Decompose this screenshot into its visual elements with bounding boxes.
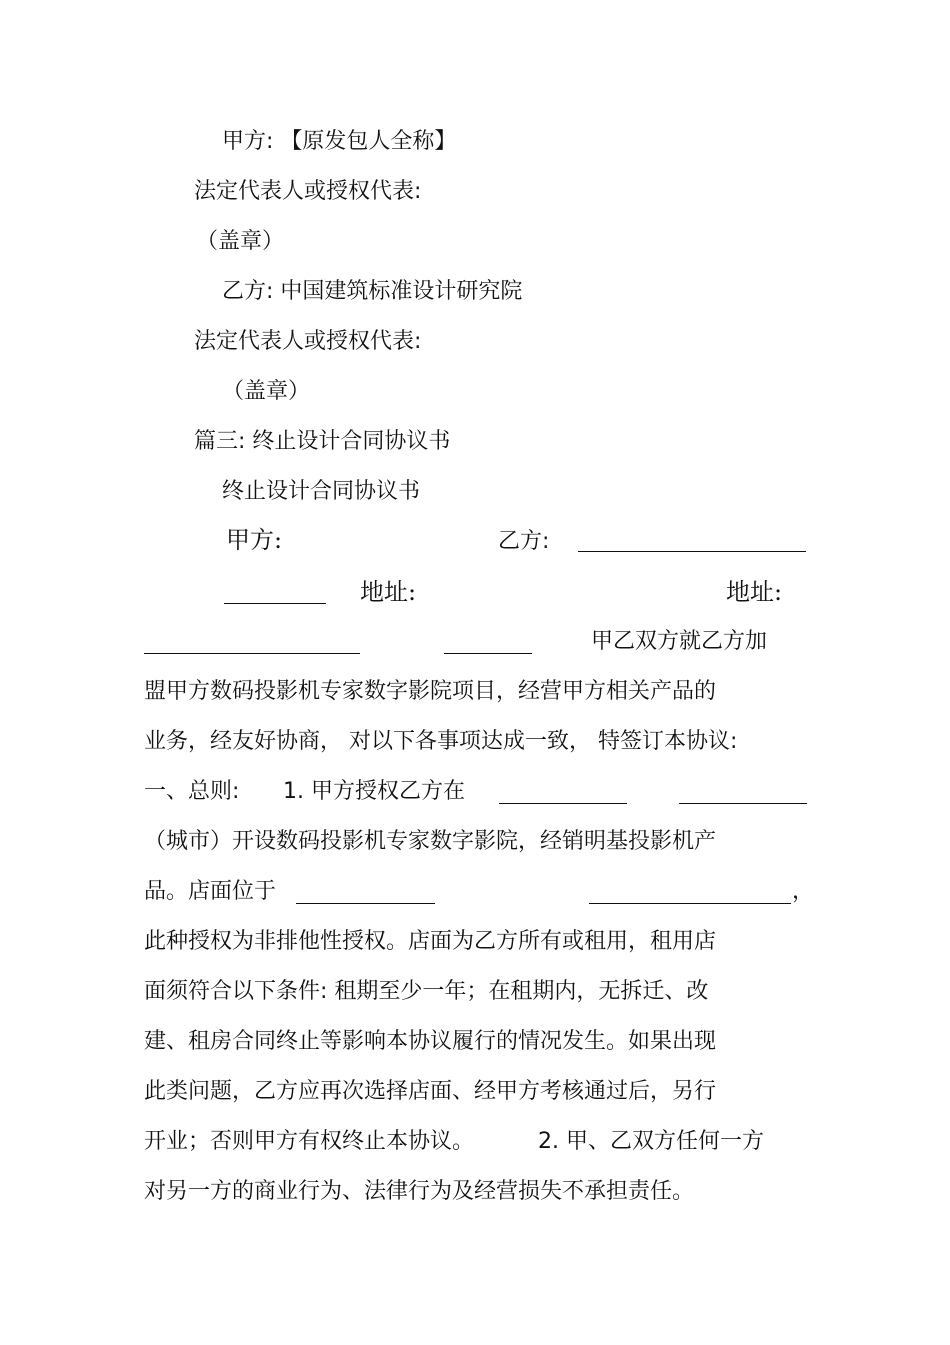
party-a-name-blank	[224, 601, 326, 604]
clause-2-start: 2. 甲、乙双方任何一方	[538, 1129, 764, 1154]
party-a-address-label: 地址:	[360, 578, 417, 606]
paragraph-line-5: （城市）开设数码投影机专家数字影院，经销明基投影机产	[144, 829, 717, 854]
agreement-title: 终止设计合同协议书	[222, 479, 421, 504]
party-a-label: 甲方:	[226, 526, 283, 554]
store-location-label: 品。店面位于	[144, 879, 277, 904]
paragraph-line-12: 对另一方的商业行为、法律行为及经营损失不承担责任。	[144, 1179, 695, 1204]
party-b-representative-line: 法定代表人或授权代表:	[194, 329, 422, 354]
party-b-address-blank	[444, 651, 532, 654]
party-b-seal-line: （盖章）	[222, 379, 311, 404]
store-location-blank-2	[589, 901, 791, 904]
party-a-name-line: 甲方: 【原发包人全称】	[222, 129, 457, 154]
party-b-address-label: 地址:	[726, 578, 783, 606]
party-b-label: 乙方:	[498, 529, 550, 554]
party-b-name-line: 乙方: 中国建筑标准设计研究院	[222, 279, 523, 304]
paragraph-line-2: 盟甲方数码投影机专家数字影院项目，经营甲方相关产品的	[144, 679, 717, 704]
paragraph-line-7: 此种授权为非排他性授权。店面为乙方所有或租用，租用店	[144, 929, 717, 954]
clause-1-start: 1. 甲方授权乙方在	[283, 779, 465, 804]
city-blank-1	[499, 801, 627, 804]
party-a-address-blank	[144, 651, 360, 654]
paragraph-line-8: 面须符合以下条件: 租期至少一年；在租期内，无拆迁、改	[144, 979, 709, 1004]
store-location-blank-1	[296, 901, 435, 904]
city-blank-2	[679, 801, 807, 804]
party-a-seal-line: （盖章）	[196, 229, 285, 254]
section-general-label: 一、总则:	[144, 779, 240, 804]
party-a-representative-line: 法定代表人或授权代表:	[194, 179, 422, 204]
paragraph-line-1: 甲乙双方就乙方加	[591, 629, 768, 654]
chapter-heading: 篇三: 终止设计合同协议书	[194, 429, 451, 454]
paragraph-line-11: 开业；否则甲方有权终止本协议。	[144, 1129, 475, 1154]
paragraph-line-9: 建、租房合同终止等影响本协议履行的情况发生。如果出现	[144, 1029, 717, 1054]
paragraph-line-3: 业务，经友好协商， 对以下各事项达成一致， 特签订本协议:	[144, 729, 738, 754]
paragraph-line-10: 此类问题，乙方应再次选择店面、经甲方考核通过后，另行	[144, 1079, 717, 1104]
party-b-name-blank	[578, 549, 806, 552]
store-location-comma: ，	[792, 879, 815, 904]
